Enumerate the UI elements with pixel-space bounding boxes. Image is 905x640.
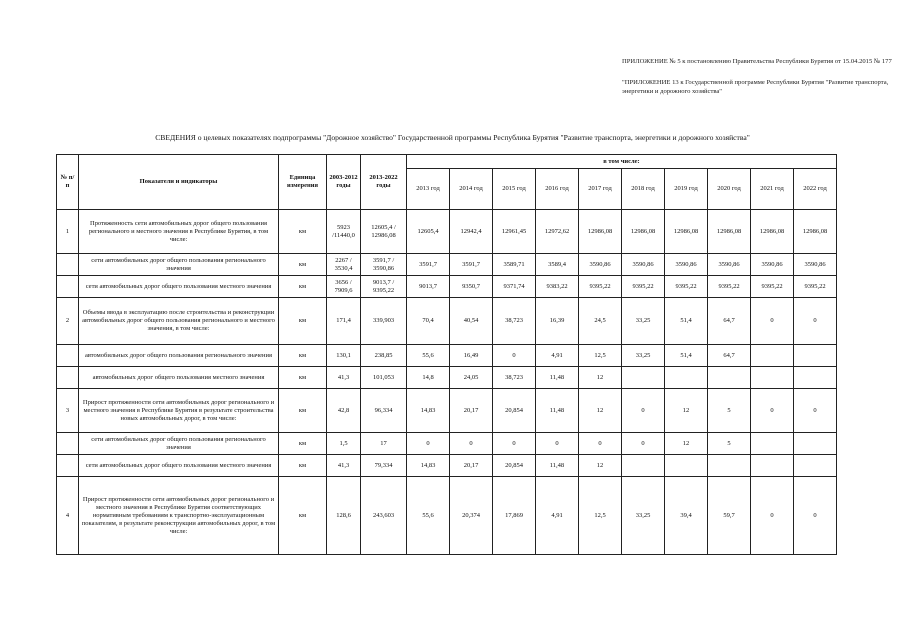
year-value-cell: 0 <box>493 433 536 455</box>
header-year: 2019 год <box>665 169 708 210</box>
year-value-cell: 24,5 <box>579 298 622 345</box>
row-number-cell: 2 <box>57 298 79 345</box>
year-value-cell: 0 <box>794 477 837 555</box>
indicator-name-cell: сети автомобильных дорог общего пользования местного значения <box>79 455 279 477</box>
period-2013-2022-cell: 238,85 <box>361 345 407 367</box>
table-row <box>57 345 837 367</box>
year-value-cell: 39,4 <box>665 477 708 555</box>
year-value-cell: 12 <box>579 389 622 433</box>
table-row <box>57 477 837 555</box>
period-2003-2012-cell: 128,6 <box>327 477 361 555</box>
period-2013-2022-cell: 339,903 <box>361 298 407 345</box>
year-value-cell: 0 <box>751 477 794 555</box>
header-year: 2014 год <box>450 169 493 210</box>
unit-cell: км <box>279 276 327 298</box>
document-title: СВЕДЕНИЯ о целевых показателях подпрограммы "Дорожное хозяйство" Государственной программы Республика Бурятия "Развитие транспорта, энергетики и дорожного хозяйства" <box>155 133 750 142</box>
year-value-cell: 9371,74 <box>493 276 536 298</box>
indicator-name-cell: автомобильных дорог общего пользования местного значения <box>79 367 279 389</box>
year-value-cell: 64,7 <box>708 298 751 345</box>
year-value-cell: 9013,7 <box>407 276 450 298</box>
year-value-cell: 33,25 <box>622 298 665 345</box>
year-value-cell: 3590,86 <box>579 254 622 276</box>
year-value-cell: 0 <box>794 389 837 433</box>
indicator-name-cell: Протяженность сети автомобильных дорог общего пользования регионального и местного значения в Республике Бурятия, в том числе: <box>79 210 279 254</box>
year-value-cell: 20,17 <box>450 389 493 433</box>
year-value-cell: 55,6 <box>407 345 450 367</box>
indicator-name-cell: сети автомобильных дорог общего пользования регионального значения <box>79 254 279 276</box>
table-row <box>57 367 837 389</box>
year-value-cell: 3589,4 <box>536 254 579 276</box>
period-2003-2012-cell: 1,5 <box>327 433 361 455</box>
year-value-cell: 0 <box>751 389 794 433</box>
period-2013-2022-cell: 243,603 <box>361 477 407 555</box>
year-value-cell: 3590,86 <box>794 254 837 276</box>
year-value-cell <box>751 345 794 367</box>
period-2003-2012-cell: 41,3 <box>327 367 361 389</box>
year-value-cell: 38,723 <box>493 367 536 389</box>
row-number-cell <box>57 276 79 298</box>
table-row <box>57 455 837 477</box>
year-value-cell: 9395,22 <box>708 276 751 298</box>
year-value-cell: 59,7 <box>708 477 751 555</box>
header-year: 2013 год <box>407 169 450 210</box>
header-year: 2018 год <box>622 169 665 210</box>
year-value-cell: 24,05 <box>450 367 493 389</box>
year-value-cell: 3591,7 <box>407 254 450 276</box>
period-2003-2012-cell: 2267 / 3530,4 <box>327 254 361 276</box>
year-value-cell: 16,49 <box>450 345 493 367</box>
appendix-line-1: ПРИЛОЖЕНИЕ № 5 к постановлению Правительства Республики Бурятия от 15.04.2015 № 177 <box>622 58 892 65</box>
year-value-cell: 12 <box>665 433 708 455</box>
period-2003-2012-cell: 42,8 <box>327 389 361 433</box>
header-indicator: Показатели и индикаторы <box>79 155 279 210</box>
period-2013-2022-cell: 96,334 <box>361 389 407 433</box>
year-value-cell <box>794 455 837 477</box>
table-row <box>57 389 837 433</box>
year-value-cell: 12986,08 <box>708 210 751 254</box>
header-year: 2015 год <box>493 169 536 210</box>
row-number-cell: 4 <box>57 477 79 555</box>
year-value-cell <box>708 455 751 477</box>
year-value-cell: 4,91 <box>536 345 579 367</box>
year-value-cell: 0 <box>407 433 450 455</box>
year-value-cell: 14,8 <box>407 367 450 389</box>
year-value-cell: 9395,22 <box>751 276 794 298</box>
year-value-cell: 9383,22 <box>536 276 579 298</box>
year-value-cell: 0 <box>794 298 837 345</box>
year-value-cell: 12986,08 <box>622 210 665 254</box>
table-row <box>57 254 837 276</box>
header-year: 2017 год <box>579 169 622 210</box>
year-value-cell: 0 <box>622 389 665 433</box>
unit-cell: км <box>279 254 327 276</box>
year-value-cell: 55,6 <box>407 477 450 555</box>
indicator-name-cell: Объемы ввода в эксплуатацию после строительства и реконструкции автомобильных дорог общего пользования регионального и местного значения, в том числе: <box>79 298 279 345</box>
period-2013-2022-cell: 12605,4 / 12986,08 <box>361 210 407 254</box>
header-unit: Единица измерения <box>279 155 327 210</box>
header-year: 2022 год <box>794 169 837 210</box>
period-2003-2012-cell: 5923 /11440,0 <box>327 210 361 254</box>
year-value-cell: 0 <box>622 433 665 455</box>
year-value-cell: 40,54 <box>450 298 493 345</box>
year-value-cell: 33,25 <box>622 345 665 367</box>
year-value-cell: 12605,4 <box>407 210 450 254</box>
year-value-cell: 12986,08 <box>794 210 837 254</box>
unit-cell: км <box>279 298 327 345</box>
header-including: в том числе: <box>407 155 837 169</box>
year-value-cell: 20,374 <box>450 477 493 555</box>
unit-cell: км <box>279 345 327 367</box>
header-year: 2016 год <box>536 169 579 210</box>
indicator-name-cell: автомобильных дорог общего пользования регионального значения <box>79 345 279 367</box>
row-number-cell <box>57 345 79 367</box>
period-2013-2022-cell: 9013,7 / 9395,22 <box>361 276 407 298</box>
row-number-cell <box>57 433 79 455</box>
year-value-cell: 3590,86 <box>751 254 794 276</box>
unit-cell: км <box>279 389 327 433</box>
year-value-cell: 51,4 <box>665 298 708 345</box>
year-value-cell: 5 <box>708 433 751 455</box>
year-value-cell: 9350,7 <box>450 276 493 298</box>
year-value-cell <box>794 345 837 367</box>
header-period-2003-2012: 2003-2012 годы <box>327 155 361 210</box>
table-row <box>57 210 837 254</box>
year-value-cell: 20,17 <box>450 455 493 477</box>
period-2003-2012-cell: 41,3 <box>327 455 361 477</box>
year-value-cell <box>665 455 708 477</box>
year-value-cell: 33,25 <box>622 477 665 555</box>
year-value-cell: 0 <box>536 433 579 455</box>
row-number-cell <box>57 254 79 276</box>
indicator-name-cell: сети автомобильных дорог общего пользования местного значения <box>79 276 279 298</box>
row-number-cell <box>57 455 79 477</box>
year-value-cell <box>751 433 794 455</box>
period-2013-2022-cell: 79,334 <box>361 455 407 477</box>
unit-cell: км <box>279 367 327 389</box>
unit-cell: км <box>279 477 327 555</box>
year-value-cell: 9395,22 <box>622 276 665 298</box>
year-value-cell: 12942,4 <box>450 210 493 254</box>
period-2003-2012-cell: 171,4 <box>327 298 361 345</box>
year-value-cell: 14,83 <box>407 455 450 477</box>
year-value-cell: 20,854 <box>493 455 536 477</box>
year-value-cell: 12 <box>579 455 622 477</box>
year-value-cell: 5 <box>708 389 751 433</box>
period-2003-2012-cell: 130,1 <box>327 345 361 367</box>
year-value-cell <box>751 455 794 477</box>
year-value-cell: 11,48 <box>536 389 579 433</box>
header-num: № п/п <box>57 155 79 210</box>
indicator-name-cell: Прирост протяженности сети автомобильных дорог регионального и местного значения в Республике Бурятия соответствующих нормативным требованиям к транспортно-эксплуатационным показателям, в результате реконструкции автомобильных дорог, в том числе: <box>79 477 279 555</box>
year-value-cell: 9395,22 <box>665 276 708 298</box>
year-value-cell: 12986,08 <box>579 210 622 254</box>
year-value-cell: 11,48 <box>536 367 579 389</box>
year-value-cell: 3590,86 <box>708 254 751 276</box>
year-value-cell <box>751 367 794 389</box>
period-2013-2022-cell: 3591,7 / 3590,86 <box>361 254 407 276</box>
appendix-block <box>622 57 892 108</box>
indicators-table <box>56 154 837 555</box>
row-number-cell: 1 <box>57 210 79 254</box>
year-value-cell: 12986,08 <box>751 210 794 254</box>
period-2013-2022-cell: 17 <box>361 433 407 455</box>
row-number-cell <box>57 367 79 389</box>
year-value-cell: 3591,7 <box>450 254 493 276</box>
row-number-cell: 3 <box>57 389 79 433</box>
year-value-cell: 70,4 <box>407 298 450 345</box>
year-value-cell: 0 <box>751 298 794 345</box>
year-value-cell: 20,854 <box>493 389 536 433</box>
year-value-cell <box>794 433 837 455</box>
indicator-name-cell: Прирост протяженности сети автомобильных дорог регионального и местного значения в Республике Бурятия в результате строительства новых автомобильных дорог, в том числе: <box>79 389 279 433</box>
year-value-cell <box>708 367 751 389</box>
year-value-cell: 17,869 <box>493 477 536 555</box>
header-year: 2021 год <box>751 169 794 210</box>
year-value-cell: 12986,08 <box>665 210 708 254</box>
year-value-cell <box>665 367 708 389</box>
year-value-cell: 16,39 <box>536 298 579 345</box>
year-value-cell: 12961,45 <box>493 210 536 254</box>
header-year: 2020 год <box>708 169 751 210</box>
appendix-line-2: "ПРИЛОЖЕНИЕ 13 к Государственной программе Республики Бурятия "Развитие транспорта, энергетики и дорожного хозяйства" <box>622 79 889 95</box>
year-value-cell: 12972,62 <box>536 210 579 254</box>
year-value-cell <box>794 367 837 389</box>
year-value-cell: 3590,86 <box>665 254 708 276</box>
table-row <box>57 298 837 345</box>
year-value-cell: 9395,22 <box>579 276 622 298</box>
unit-cell: км <box>279 433 327 455</box>
year-value-cell: 3590,86 <box>622 254 665 276</box>
year-value-cell: 14,83 <box>407 389 450 433</box>
year-value-cell: 64,7 <box>708 345 751 367</box>
unit-cell: км <box>279 455 327 477</box>
year-value-cell: 0 <box>493 345 536 367</box>
year-value-cell <box>622 367 665 389</box>
indicator-name-cell: сети автомобильных дорог общего пользования регионального значения <box>79 433 279 455</box>
period-2013-2022-cell: 101,053 <box>361 367 407 389</box>
table-row <box>57 433 837 455</box>
year-value-cell: 12,5 <box>579 345 622 367</box>
header-period-2013-2022: 2013-2022 годы <box>361 155 407 210</box>
year-value-cell: 12,5 <box>579 477 622 555</box>
year-value-cell: 0 <box>450 433 493 455</box>
year-value-cell: 51,4 <box>665 345 708 367</box>
period-2003-2012-cell: 3656 / 7909,6 <box>327 276 361 298</box>
year-value-cell: 9395,22 <box>794 276 837 298</box>
year-value-cell: 11,48 <box>536 455 579 477</box>
year-value-cell: 12 <box>665 389 708 433</box>
year-value-cell: 4,91 <box>536 477 579 555</box>
year-value-cell: 38,723 <box>493 298 536 345</box>
unit-cell: км <box>279 210 327 254</box>
year-value-cell: 3589,71 <box>493 254 536 276</box>
table-row <box>57 276 837 298</box>
year-value-cell: 12 <box>579 367 622 389</box>
year-value-cell: 0 <box>579 433 622 455</box>
year-value-cell <box>622 455 665 477</box>
